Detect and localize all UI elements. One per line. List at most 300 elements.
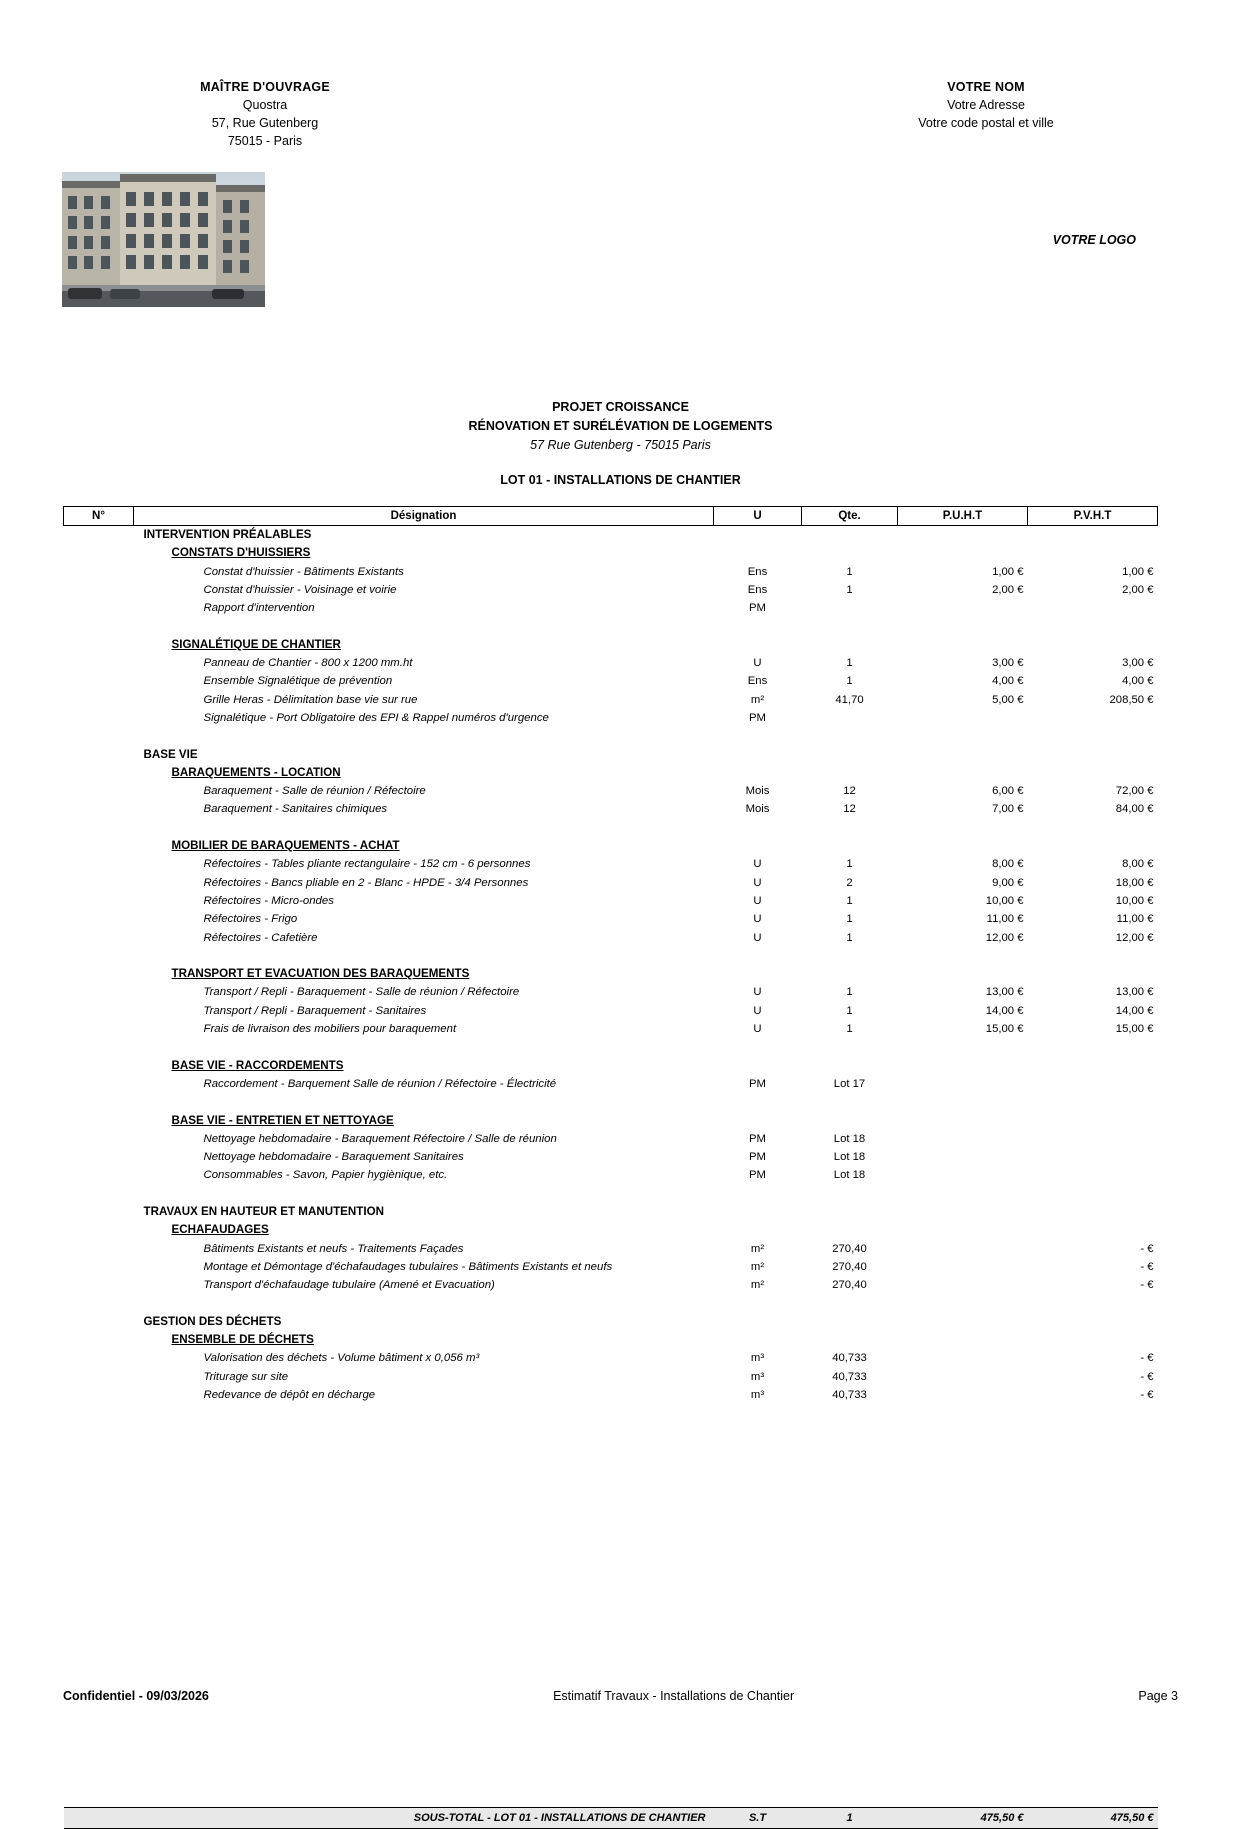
- cell-empty: [64, 1404, 134, 1422]
- cell-number: [64, 1276, 134, 1294]
- cell-designation: [134, 1112, 714, 1130]
- cell-unit-price: 5,00 €: [898, 691, 1028, 709]
- cell-empty: [134, 1441, 714, 1459]
- cell-empty: [802, 1770, 898, 1788]
- cell-unit: Ens: [714, 672, 802, 690]
- cell-total-price: 3,00 €: [1028, 654, 1158, 672]
- cell-unit-price: 11,00 €: [898, 910, 1028, 928]
- cell-number: [64, 837, 134, 855]
- col-header-n: N°: [64, 507, 134, 526]
- cell-empty: [64, 1551, 134, 1569]
- table-row: [64, 1093, 1158, 1111]
- cell-empty: [898, 1606, 1028, 1624]
- cell-number: [64, 1258, 134, 1276]
- cell-empty: [714, 1734, 802, 1752]
- cell-number: [64, 654, 134, 672]
- cell-unit-price: 15,00 €: [898, 1020, 1028, 1038]
- cell-total-price: 15,00 €: [1028, 1020, 1158, 1038]
- designation-text: Raccordement - Barquement Salle de réunion / Réfectoire - Électricité: [203, 1077, 557, 1090]
- cell-empty: [802, 1551, 898, 1569]
- cell-quantity: [802, 947, 898, 965]
- table-row: [64, 1075, 1158, 1093]
- subtotal-unit-price: 475,50 €: [898, 1807, 1028, 1828]
- cell-unit-price: [898, 617, 1028, 635]
- designation-text: BARAQUEMENTS - LOCATION: [171, 765, 341, 779]
- designation-text: CONSTATS D'HUISSIERS: [171, 546, 311, 560]
- table-row: [64, 563, 1158, 581]
- table-row-empty: [64, 1477, 1158, 1495]
- cell-empty: [1028, 1734, 1158, 1752]
- table-row: [64, 929, 1158, 947]
- table-row: [64, 837, 1158, 855]
- cell-total-price: [1028, 1221, 1158, 1239]
- cell-quantity: [802, 727, 898, 745]
- table-row: [64, 1203, 1158, 1221]
- cell-quantity: [802, 1112, 898, 1130]
- cell-empty: [64, 1734, 134, 1752]
- designation-text: Ensemble Signalétique de prévention: [203, 675, 393, 688]
- designation-text: Grille Heras - Délimitation base vie sur rue: [203, 693, 418, 706]
- cell-designation: [134, 1368, 714, 1386]
- cell-quantity: 1: [802, 910, 898, 928]
- cell-empty: [1028, 1788, 1158, 1807]
- cell-unit: [714, 727, 802, 745]
- table-row-empty: [64, 1459, 1158, 1477]
- cell-quantity: 2: [802, 874, 898, 892]
- cell-total-price: [1028, 837, 1158, 855]
- designation-text: SIGNALÉTIQUE DE CHANTIER: [171, 637, 341, 651]
- table-row-empty: [64, 1642, 1158, 1660]
- cell-designation: [134, 874, 714, 892]
- cell-empty: [898, 1441, 1028, 1459]
- cell-quantity: [802, 526, 898, 545]
- cell-quantity: [802, 1093, 898, 1111]
- cell-empty: [134, 1715, 714, 1733]
- cell-total-price: - €: [1028, 1240, 1158, 1258]
- cell-total-price: 4,00 €: [1028, 672, 1158, 690]
- cell-empty: [64, 1532, 134, 1550]
- cell-number: [64, 782, 134, 800]
- designation-text: Redevance de dépôt en décharge: [203, 1388, 376, 1401]
- cell-empty: [714, 1477, 802, 1495]
- table-row: [64, 1148, 1158, 1166]
- cell-designation: [134, 1185, 714, 1203]
- cell-quantity: [802, 636, 898, 654]
- cell-designation: [134, 782, 714, 800]
- table-row: [64, 617, 1158, 635]
- cell-designation: [134, 654, 714, 672]
- table-row: [64, 1240, 1158, 1258]
- cell-number: [64, 1112, 134, 1130]
- cell-designation: [134, 746, 714, 764]
- owner-line2: 57, Rue Gutenberg: [211, 116, 319, 131]
- company-title: VOTRE NOM: [947, 80, 1025, 94]
- boq-table: [63, 506, 1158, 1829]
- cell-empty: [802, 1441, 898, 1459]
- cell-designation: [134, 1258, 714, 1276]
- cell-total-price: [1028, 544, 1158, 562]
- cell-unit-price: 10,00 €: [898, 892, 1028, 910]
- cell-designation: [134, 1038, 714, 1056]
- cell-empty: [1028, 1477, 1158, 1495]
- cell-total-price: 13,00 €: [1028, 983, 1158, 1001]
- cell-empty: [134, 1404, 714, 1422]
- table-row: [64, 947, 1158, 965]
- cell-number: [64, 1166, 134, 1184]
- cell-empty: [802, 1734, 898, 1752]
- designation-text: ECHAFAUDAGES: [171, 1223, 269, 1237]
- table-row-empty: [64, 1441, 1158, 1459]
- subtotal-total: 475,50 €: [1028, 1807, 1158, 1828]
- table-row: [64, 1386, 1158, 1404]
- cell-empty: [64, 1514, 134, 1532]
- col-header-pvht: P.V.H.T: [1028, 507, 1158, 526]
- cell-unit: Ens: [714, 563, 802, 581]
- cell-unit: [714, 544, 802, 562]
- cell-empty: [802, 1423, 898, 1441]
- cell-number: [64, 1331, 134, 1349]
- cell-total-price: 14,00 €: [1028, 1002, 1158, 1020]
- cell-unit: Mois: [714, 800, 802, 818]
- cell-number: [64, 983, 134, 1001]
- cell-quantity: Lot 17: [802, 1075, 898, 1093]
- cell-designation: [134, 965, 714, 983]
- cell-quantity: 40,733: [802, 1349, 898, 1367]
- cell-total-price: [1028, 526, 1158, 545]
- cell-empty: [64, 1660, 134, 1678]
- table-row: [64, 910, 1158, 928]
- cell-empty: [714, 1423, 802, 1441]
- boq-table-wrap: [63, 506, 1157, 1829]
- cell-unit-price: [898, 727, 1028, 745]
- cell-empty: [802, 1532, 898, 1550]
- cell-unit-price: [898, 837, 1028, 855]
- cell-unit: [714, 746, 802, 764]
- company-block: [821, 78, 1151, 151]
- cell-designation: [134, 526, 714, 545]
- cell-unit-price: 14,00 €: [898, 1002, 1028, 1020]
- cell-quantity: Lot 18: [802, 1166, 898, 1184]
- cell-total-price: 84,00 €: [1028, 800, 1158, 818]
- cell-unit: PM: [714, 1166, 802, 1184]
- cell-designation: [134, 800, 714, 818]
- cell-empty: [64, 1715, 134, 1733]
- cell-empty: [134, 1734, 714, 1752]
- cell-total-price: [1028, 1185, 1158, 1203]
- table-row: [64, 1112, 1158, 1130]
- cell-number: [64, 1148, 134, 1166]
- designation-text: Consommables - Savon, Papier hygiènique, etc.: [203, 1169, 448, 1182]
- building-photo: [62, 172, 265, 307]
- cell-total-price: [1028, 1075, 1158, 1093]
- cell-quantity: 1: [802, 1020, 898, 1038]
- table-row: [64, 709, 1158, 727]
- cell-unit-price: 3,00 €: [898, 654, 1028, 672]
- table-row-empty: [64, 1734, 1158, 1752]
- cell-empty: [714, 1788, 802, 1807]
- cell-number: [64, 1203, 134, 1221]
- cell-number: [64, 929, 134, 947]
- cell-number: [64, 1240, 134, 1258]
- table-row: [64, 526, 1158, 545]
- cell-unit-price: [898, 1386, 1028, 1404]
- cell-unit-price: 13,00 €: [898, 983, 1028, 1001]
- cell-empty: [714, 1459, 802, 1477]
- table-row: [64, 727, 1158, 745]
- cell-number: [64, 764, 134, 782]
- cell-empty: [64, 1496, 134, 1514]
- cell-total-price: [1028, 1294, 1158, 1312]
- cell-empty: [714, 1606, 802, 1624]
- cell-unit: [714, 764, 802, 782]
- cell-empty: [134, 1532, 714, 1550]
- cell-designation: [134, 1349, 714, 1367]
- cell-unit: U: [714, 1002, 802, 1020]
- table-row: [64, 892, 1158, 910]
- cell-quantity: 1: [802, 929, 898, 947]
- cell-designation: [134, 1002, 714, 1020]
- cell-total-price: [1028, 617, 1158, 635]
- cell-designation: [134, 1240, 714, 1258]
- cell-designation: [134, 892, 714, 910]
- cell-total-price: - €: [1028, 1258, 1158, 1276]
- cell-total-price: [1028, 727, 1158, 745]
- cell-designation: [134, 599, 714, 617]
- cell-unit: m²: [714, 1258, 802, 1276]
- subtotal-quantity: 1: [802, 1807, 898, 1828]
- cell-designation: [134, 910, 714, 928]
- cell-designation: [134, 581, 714, 599]
- cell-quantity: [802, 837, 898, 855]
- cell-empty: [134, 1551, 714, 1569]
- cell-unit-price: 9,00 €: [898, 874, 1028, 892]
- cell-empty: [898, 1569, 1028, 1587]
- cell-empty: [898, 1660, 1028, 1678]
- cell-empty: [1028, 1404, 1158, 1422]
- cell-unit: Ens: [714, 581, 802, 599]
- cell-total-price: 10,00 €: [1028, 892, 1158, 910]
- cell-empty: [714, 1551, 802, 1569]
- cell-designation: [134, 1221, 714, 1239]
- cell-empty: [64, 1624, 134, 1642]
- cell-unit-price: [898, 1240, 1028, 1258]
- cell-unit: [714, 1093, 802, 1111]
- cell-quantity: [802, 1057, 898, 1075]
- cell-unit: [714, 1331, 802, 1349]
- cell-designation: [134, 947, 714, 965]
- cell-unit-price: [898, 1148, 1028, 1166]
- table-row: [64, 1258, 1158, 1276]
- footer-center: Estimatif Travaux - Installations de Chantier: [553, 1689, 795, 1703]
- cell-number: [64, 874, 134, 892]
- cell-unit-price: 2,00 €: [898, 581, 1028, 599]
- cell-quantity: [802, 1313, 898, 1331]
- cell-total-price: [1028, 1313, 1158, 1331]
- cell-unit: [714, 1221, 802, 1239]
- table-row: [64, 672, 1158, 690]
- table-row: [64, 1276, 1158, 1294]
- cell-empty: [134, 1477, 714, 1495]
- cell-empty: [802, 1569, 898, 1587]
- subtotal-unit: S.T: [714, 1807, 802, 1828]
- cell-empty: [64, 1770, 134, 1788]
- cell-unit: Mois: [714, 782, 802, 800]
- cell-number: [64, 526, 134, 545]
- cell-unit-price: [898, 1331, 1028, 1349]
- project-name: PROJET CROISSANCE: [552, 400, 689, 414]
- cell-total-price: [1028, 947, 1158, 965]
- project-address: 57 Rue Gutenberg - 75015 Paris: [530, 437, 711, 452]
- designation-text: MOBILIER DE BARAQUEMENTS - ACHAT: [171, 839, 400, 853]
- cell-total-price: - €: [1028, 1349, 1158, 1367]
- designation-text: Valorisation des déchets - Volume bâtiment x 0,056 m³: [203, 1352, 480, 1365]
- cell-empty: [1028, 1606, 1158, 1624]
- cell-empty: [898, 1770, 1028, 1788]
- table-row-empty: [64, 1496, 1158, 1514]
- cell-number: [64, 563, 134, 581]
- cell-total-price: [1028, 1038, 1158, 1056]
- cell-designation: [134, 929, 714, 947]
- cell-total-price: 8,00 €: [1028, 855, 1158, 873]
- cell-designation: [134, 819, 714, 837]
- designation-text: Constat d'huissier - Bâtiments Existants: [203, 565, 404, 578]
- owner-line3: 75015 - Paris: [227, 134, 303, 149]
- cell-unit-price: [898, 1057, 1028, 1075]
- cell-unit: U: [714, 855, 802, 873]
- cell-unit-price: [898, 1203, 1028, 1221]
- designation-text: Nettoyage hebdomadaire - Baraquement Sanitaires: [203, 1151, 464, 1164]
- cell-unit-price: [898, 764, 1028, 782]
- cell-empty: [64, 1477, 134, 1495]
- cell-empty: [802, 1788, 898, 1807]
- cell-quantity: [802, 709, 898, 727]
- cell-unit: [714, 1313, 802, 1331]
- cell-unit: [714, 1112, 802, 1130]
- cell-unit-price: [898, 947, 1028, 965]
- cell-unit-price: 12,00 €: [898, 929, 1028, 947]
- cell-unit-price: 8,00 €: [898, 855, 1028, 873]
- project-subtitle: RÉNOVATION ET SURÉLÉVATION DE LOGEMENTS: [468, 418, 773, 433]
- cell-quantity: [802, 617, 898, 635]
- cell-designation: [134, 1020, 714, 1038]
- cell-quantity: [802, 1185, 898, 1203]
- table-row-empty: [64, 1532, 1158, 1550]
- cell-unit: m²: [714, 1240, 802, 1258]
- cell-quantity: [802, 1221, 898, 1239]
- table-row: [64, 800, 1158, 818]
- designation-text: Transport d'échafaudage tubulaire (Amené et Evacuation): [203, 1279, 495, 1292]
- cell-designation: [134, 1276, 714, 1294]
- cell-number: [64, 819, 134, 837]
- cell-empty: [898, 1459, 1028, 1477]
- table-row-empty: [64, 1715, 1158, 1733]
- cell-empty: [1028, 1587, 1158, 1605]
- designation-text: BASE VIE: [143, 747, 198, 761]
- cell-designation: [134, 1148, 714, 1166]
- table-row: [64, 965, 1158, 983]
- cell-number: [64, 1075, 134, 1093]
- cell-number: [64, 1130, 134, 1148]
- table-row: [64, 1057, 1158, 1075]
- cell-designation: [134, 1331, 714, 1349]
- cell-empty: [1028, 1624, 1158, 1642]
- cell-designation: [134, 1093, 714, 1111]
- cell-empty: [714, 1569, 802, 1587]
- cell-total-price: [1028, 1166, 1158, 1184]
- cell-empty: [898, 1587, 1028, 1605]
- cell-number: [64, 691, 134, 709]
- cell-unit-price: [898, 746, 1028, 764]
- cell-empty: [1028, 1496, 1158, 1514]
- designation-text: Réfectoires - Frigo: [203, 913, 298, 926]
- designation-text: GESTION DES DÉCHETS: [143, 1314, 282, 1328]
- cell-empty: [134, 1660, 714, 1678]
- cell-total-price: [1028, 1112, 1158, 1130]
- designation-text: Réfectoires - Micro-ondes: [203, 894, 334, 907]
- cell-total-price: [1028, 1331, 1158, 1349]
- cell-unit-price: 4,00 €: [898, 672, 1028, 690]
- cell-designation: [134, 983, 714, 1001]
- cell-total-price: [1028, 965, 1158, 983]
- footer-page-number: Page 3: [1138, 1689, 1178, 1703]
- cell-unit-price: [898, 1349, 1028, 1367]
- table-row: [64, 654, 1158, 672]
- table-row: [64, 544, 1158, 562]
- cell-quantity: [802, 1331, 898, 1349]
- cell-quantity: [802, 1294, 898, 1312]
- cell-unit: [714, 1057, 802, 1075]
- cell-quantity: 41,70: [802, 691, 898, 709]
- cell-number: [64, 599, 134, 617]
- cell-designation: [134, 544, 714, 562]
- cell-total-price: [1028, 746, 1158, 764]
- cell-quantity: [802, 764, 898, 782]
- cell-unit: [714, 636, 802, 654]
- cell-empty: [802, 1459, 898, 1477]
- cell-number: [64, 1038, 134, 1056]
- cell-unit-price: [898, 1221, 1028, 1239]
- cell-total-price: 208,50 €: [1028, 691, 1158, 709]
- cell-empty: [134, 1569, 714, 1587]
- table-row-empty: [64, 1423, 1158, 1441]
- table-row-empty: [64, 1514, 1158, 1532]
- col-header-designation: Désignation: [134, 507, 714, 526]
- cell-empty: [1028, 1715, 1158, 1733]
- cell-number: [64, 855, 134, 873]
- cell-total-price: [1028, 1203, 1158, 1221]
- page-footer: [63, 1689, 1178, 1703]
- cell-unit-price: 1,00 €: [898, 563, 1028, 581]
- cell-quantity: [802, 1038, 898, 1056]
- table-row: [64, 1185, 1158, 1203]
- cell-empty: [1028, 1532, 1158, 1550]
- cell-empty: [64, 1423, 134, 1441]
- cell-unit: m³: [714, 1349, 802, 1367]
- cell-empty: [898, 1423, 1028, 1441]
- cell-empty: [134, 1642, 714, 1660]
- cell-unit-price: [898, 1093, 1028, 1111]
- cell-empty: [898, 1788, 1028, 1807]
- cell-quantity: 1: [802, 672, 898, 690]
- cell-number: [64, 1386, 134, 1404]
- designation-text: Constat d'huissier - Voisinage et voirie: [203, 583, 397, 596]
- cell-unit: [714, 819, 802, 837]
- cell-designation: [134, 1057, 714, 1075]
- designation-text: Transport / Repli - Baraquement - Salle de réunion / Réfectoire: [203, 986, 520, 999]
- cell-empty: [802, 1660, 898, 1678]
- cell-quantity: 1: [802, 654, 898, 672]
- cell-unit: m²: [714, 1276, 802, 1294]
